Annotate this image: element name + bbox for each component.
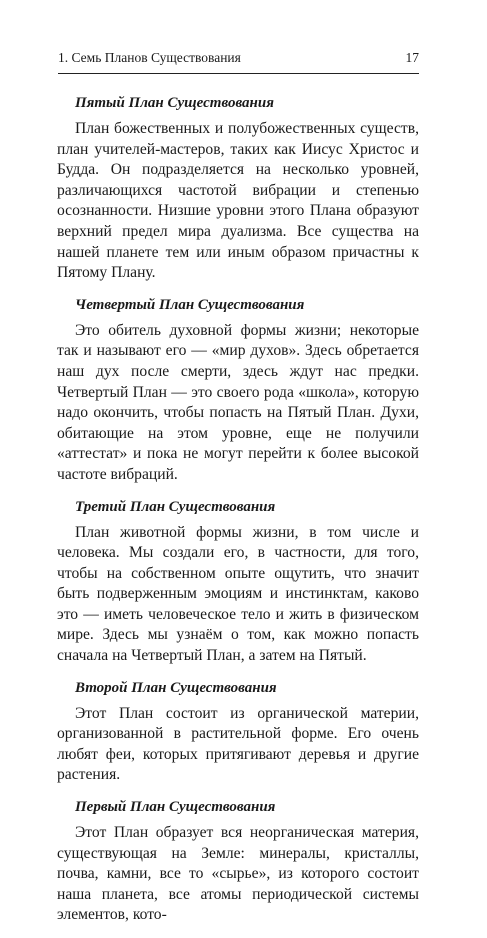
chapter-title: 1. Семь Планов Существования xyxy=(58,50,241,65)
page-number: 17 xyxy=(405,50,419,65)
running-header xyxy=(58,50,419,66)
section-fifth-plane xyxy=(57,94,419,284)
section-paragraph: Это обитель духовной формы жизни; некоторые так и называют его — «мир духов». Здесь обретается наш дух после смерти, здесь ждут нас предки. Четвертый План — это своего рода «школа», которую надо окончить, чтобы попасть на Пятый План. Духи, обитающие на этом уровне, еще не получили «аттестат» и пока не могут перейти к более высокой частоте вибраций. xyxy=(57,321,419,483)
section-paragraph: План божественных и полубожественных существ, план учителей-мастеров, таких как Иисус Христос и Будда. Он подразделяется на несколько уровней, различающихся частотой вибрации и степенью осознанности. Низшие уровни этого Плана образуют верхний предел мира дуализма. Все существа на нашей планете тем или иным образом причастны к Пятому Плану. xyxy=(57,120,419,282)
section-paragraph: План животной формы жизни, в том числе и человека. Мы создали его, в частности, для того, чтобы на собственном опыте ощутить, что значит быть подверженным эмоциям и инстинктам, каково это — иметь человеческое тело и жить в физическом мире. Здесь мы узнаём о том, как можно попасть сначала на Четвертый План, а затем на Пятый. xyxy=(57,523,419,665)
header-rule xyxy=(58,73,419,74)
section-fourth-plane xyxy=(57,296,419,486)
section-title: Второй План Существования xyxy=(75,679,277,696)
section-title: Первый План Существования xyxy=(75,799,276,816)
section-first-plane xyxy=(57,798,419,926)
page-body xyxy=(57,94,419,938)
section-paragraph: Этот План образует вся неорганическая материя, существующая на Земле: минералы, кристаллы, почва, камни, все то «сырье», из которого состоит наша планета, все атомы периодической системы элементов, кото- xyxy=(57,824,419,924)
section-paragraph: Этот План состоит из органической материи, организованной в растительной форме. Его очень любят феи, которых притягивают деревья и другие растения. xyxy=(57,704,419,784)
section-third-plane xyxy=(57,498,419,667)
section-title: Пятый План Существования xyxy=(75,95,274,111)
section-title: Четвертый План Существования xyxy=(75,296,305,313)
section-second-plane xyxy=(57,679,419,786)
section-title: Третий План Существования xyxy=(75,498,276,515)
